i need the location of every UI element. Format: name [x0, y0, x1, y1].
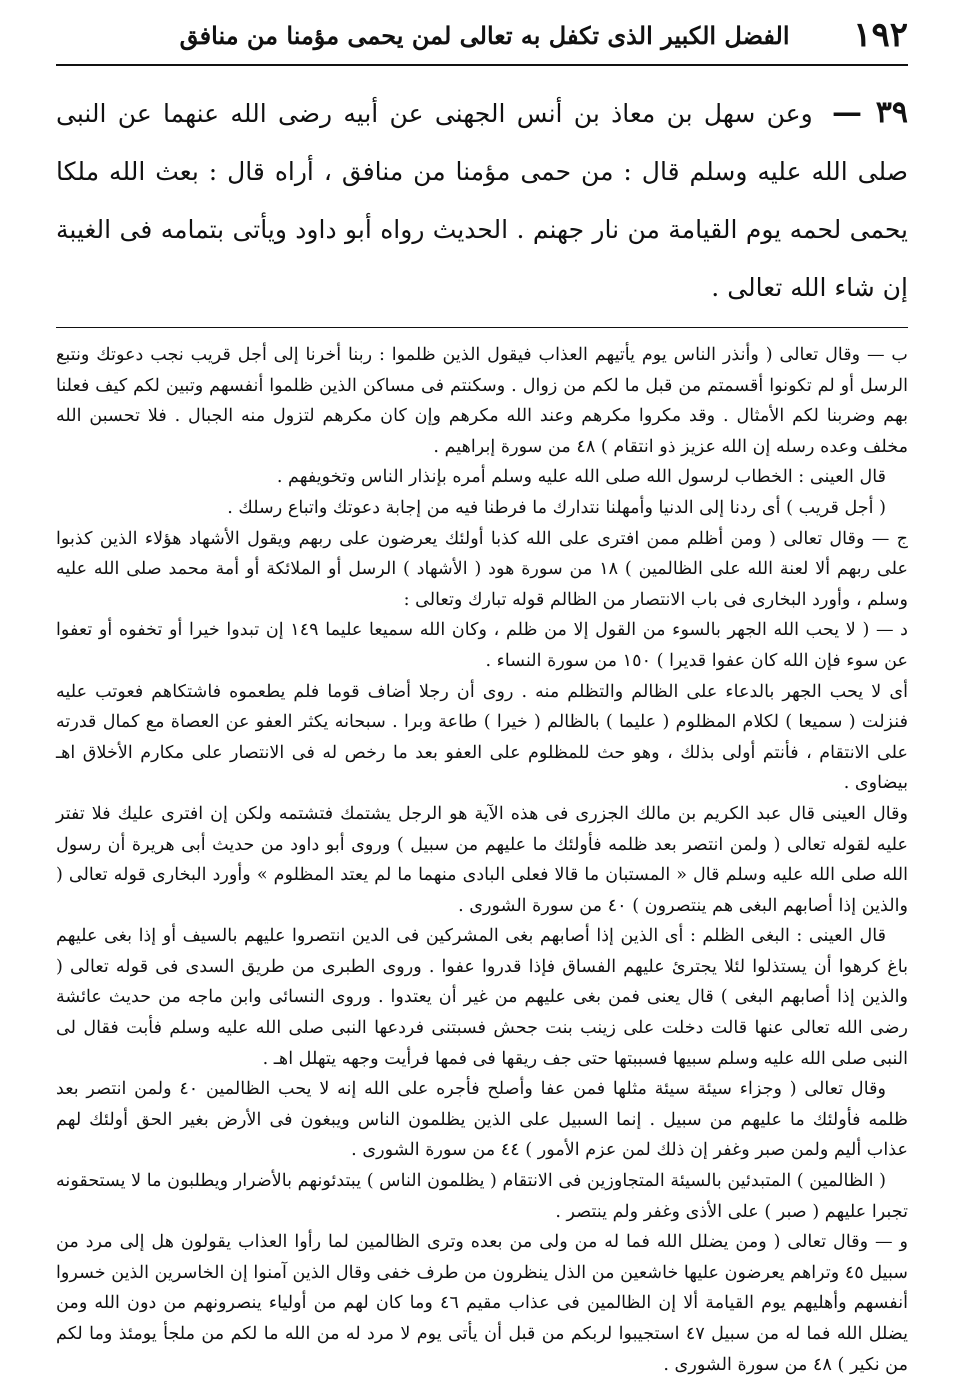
commentary-paragraph: أى لا يحب الجهر بالدعاء على الظالم والتظلم منه . روى أن رجلا أضاف قوما فلم يطعموه فاشتكاهم فعوتب عليه فنزلت ( سميعا ) لكلام المظلوم ( عليما ) بالظالم ( خيرا ) طاعة وبرا . سبحانه يكثر العفو عن العصاة مع كمال قدرته على الانتقام ، فأنتم أولى بذلك ، وهو حث للمظلوم على العفو بعد ما رخص له فى الانتصار على مكارم الأخلاق اهـ بيضاوى .	[56, 681, 908, 794]
commentary	[56, 340, 908, 1380]
page-header	[56, 6, 908, 66]
hadith-number: ٣٩ —	[831, 95, 908, 130]
commentary-paragraph: ب — وقال تعالى ( وأنذر الناس يوم يأتيهم العذاب فيقول الذين ظلموا : ربنا أخرنا إلى أجل قريب نجب دعوتك ونتبع الرسل أو لم تكونوا أقسمتم من قبل ما لكم من زوال . وسكنتم فى مساكن الذين ظلموا أنفسهم وتبين لكم كيف فعلنا بهم وضربنا لكم الأمثال . وقد مكروا مكرهم وعند الله مكرهم وإن كان مكرهم لتزول منه الجبال . فلا تحسبن الله مخلف وعده رسله إن الله عزيز ذو انتقام ) ٤٨ من سورة إبراهيم .	[56, 345, 908, 457]
commentary-paragraph: قال العينى : البغى الظلم : أى الذين إذا أصابهم بغى المشركين فى الدين انتصروا عليهم بالسيف أو إذا بغى عليهم باغ كرهوا أن يستذلوا لئلا يجترئ عليهم الفساق فإذا قدروا عفوا . وروى الطبرى من طريق السدى فى قوله تعالى ( والذين إذا أصابهم البغى ) قال يعنى فمن بغى عليهم من غير أن يعتدوا . وروى النسائى وابن ماجه من حديث عائشة رضى الله تعالى عنها قالت دخلت على زينب بنت جحش فسبتنى فردعها النبى صلى الله عليه وسلم فأبت فقال لى النبى صلى الله عليه وسلم سبيها فسببتها حتى جف ريقها فى فمها فرأيت وجهه يتهلل اهـ .	[56, 926, 909, 1069]
running-title: الفضل الكبير الذى تكفل به تعالى لمن يحمى مؤمنا من منافق	[179, 20, 790, 50]
page-number: ١٩٢	[853, 15, 908, 55]
hadith-text: وعن سهل بن معاذ بن أنس الجهنى عن أبيه رضى الله عنهما عن النبى صلى الله عليه وسلم قال : من حمى مؤمنا من منافق ، أراه قال : بعث الله ملكا يحمى لحمه يوم القيامة من نار جهنم . الحديث رواه أبو داود ويأتى بتمامه فى الغيبة إن شاء الله تعالى .	[56, 99, 908, 302]
section-divider	[56, 327, 908, 328]
commentary-paragraph: د — ( لا يحب الله الجهر بالسوء من القول إلا من ظلم ، وكان الله سميعا عليما ١٤٩ إن تبدوا خيرا أو تخفوه أو تعفوا عن سوء فإن الله كان عفوا قديرا ) ١٥٠ من سورة النساء .	[56, 620, 909, 671]
book-page	[0, 6, 956, 1379]
commentary-paragraph: قال العينى : الخطاب لرسول الله صلى الله عليه وسلم أمره بإنذار الناس وتخويفهم .	[276, 467, 886, 488]
commentary-paragraph: ج — وقال تعالى ( ومن أظلم ممن افترى على الله كذبا أولئك يعرضون على ربهم ويقول الأشهاد هؤلاء الذين كذبوا على ربهم ألا لعنة الله على الظالمين ) ١٨ من سورة هود ( الأشهاد ) الرسل أو الملائكة أو أمة محمد صلى الله عليه وسلم ، وأورد البخارى فى باب الانتصار من الظالم قوله تبارك وتعالى :	[56, 528, 908, 610]
commentary-paragraph: وقال تعالى ( وجزاء سيئة سيئة مثلها فمن عفا وأصلح فأجره على الله إنه لا يحب الظالمين ٤٠ ولمن انتصر بعد ظلمه فأولئك ما عليهم من سبيل . إنما السبيل على الذين يظلمون الناس ويبغون فى الأرض بغير الحق أولئك لهم عذاب أليم ولمن صبر وغفر إن ذلك لمن عزم الأمور ) ٤٤ من سورة الشورى .	[56, 1079, 908, 1161]
commentary-paragraph: و — وقال تعالى ( ومن يضلل الله فما له من ولى من بعده وترى الظالمين لما رأوا العذاب يقولون هل إلى مرد من سبيل ٤٥ وتراهم يعرضون عليها خاشعين من الذل ينظرون من طرف خفى وقال الذين آمنوا إن الخاسرين الذين خسروا أنفسهم وأهليهم يوم القيامة ألا إن الظالمين فى عذاب مقيم ٤٦ وما كان لهم من أولياء ينصرونهم من دون الله ومن يضلل الله فما له من سبيل ٤٧ استجيبوا لربكم من قبل أن يأتى يوم لا مرد له من الله ما لكم من ملجأ يومئذ وما لكم من نكير ) ٤٨ من سورة الشورى .	[56, 1232, 908, 1375]
commentary-paragraph: ( أجل قريب ) أى ردنا إلى الدنيا وأمهلنا نتدارك ما فرطنا فيه من إجابة دعوتك واتباع رسلك .	[227, 497, 886, 518]
hadith-block	[56, 84, 908, 317]
commentary-paragraph: وقال العينى قال عبد الكريم بن مالك الجزرى فى هذه الآية هو الرجل يشتمك فتشتمه ولكن إن افترى عليك فلا تفتر عليه لقوله تعالى ( ولمن انتصر بعد ظلمه فأولئك ما عليهم من سبيل ) وروى أبو داود من حديث أبى هريرة أن رسول الله صلى الله عليه وسلم قال « المستبان ما قالا فعلى البادى منهما ما لم يعتد المظلوم » وأورد البخارى قوله تعالى ( والذين إذا أصابهم البغى هم ينتصرون ) ٤٠ من سورة الشورى .	[56, 803, 908, 916]
commentary-paragraph: ( الظالمين ) المتبدئين بالسيئة المتجاوزين فى الانتقام ( يظلمون الناس ) يبتدئونهم بالأضرار ويطلبون ما لا يستحقونه تجبرا عليهم ( صبر ) على الأذى وغفر ولم ينتصر .	[56, 1171, 908, 1222]
